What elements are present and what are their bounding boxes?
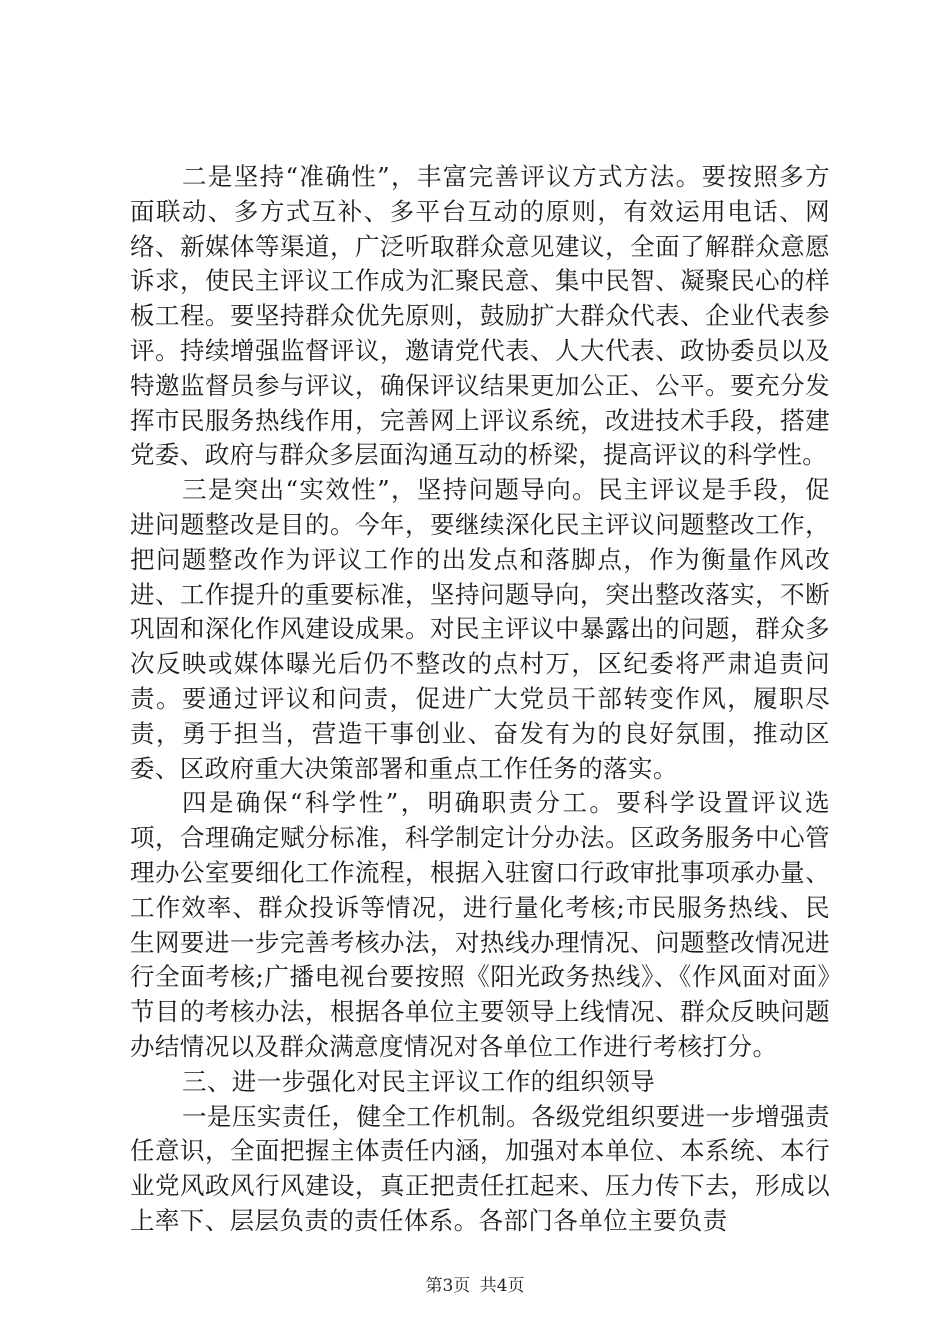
paragraph-scientific: 四是确保“科学性”，明确职责分工。要科学设置评议选项，合理确定赋分标准，科学制定计分办法。区政务服务中心管理办公室要细化工作流程，根据入驻窗口行政审批事项承办量、工作效率、群众投诉等情况，进行量化考核;市民服务热线、民生网要进一步完善考核办法，对热线办理情况、问题整改情况进行全面考核;广播电视台要按照《阳光政务热线》、《作风面对面》节目的考核办法，根据各单位主要领导上线情况、群众反映问题办结情况以及群众满意度情况对各单位工作进行考核打分。 (130, 788, 830, 1061)
page-footer (0, 1276, 950, 1296)
page-number: 第3页 (425, 1276, 471, 1296)
page-total: 共4页 (479, 1276, 525, 1296)
section-heading: 三、进一步强化对民主评议工作的组织领导 (182, 1066, 656, 1096)
paragraph-effectiveness: 三是突出“实效性”，坚持问题导向。民主评议是手段，促进问题整改是目的。今年，要继续深化民主评议问题整改工作，把问题整改作为评议工作的出发点和落脚点，作为衡量作风改进、工作提升的重要标准，坚持问题导向，突出整改落实，不断巩固和深化作风建设成果。对民主评议中暴露出的问题，群众多次反映或媒体曝光后仍不整改的点村万，区纪委将严肃追责问责。要通过评议和问责，促进广大党员干部转变作风，履职尽责，勇于担当，营造干事创业、奋发有为的良好氛围，推动区委、区政府重大决策部署和重点工作任务的落实。 (130, 475, 830, 783)
paragraph-responsibility: 一是压实责任，健全工作机制。各级党组织要进一步增强责任意识，全面把握主体责任内涵，加强对本单位、本系统、本行业党风政风行风建设，真正把责任扛起来、压力传下去，形成以上率下、层层负责的责任体系。各部门各单位主要负责 (130, 1101, 830, 1235)
paragraph-accuracy: 二是坚持“准确性”，丰富完善评议方式方法。要按照多方面联动、多方式互补、多平台互动的原则，有效运用电话、网络、新媒体等渠道，广泛听取群众意见建议，全面了解群众意愿诉求，使民主评议工作成为汇聚民意、集中民智、凝聚民心的样板工程。要坚持群众优先原则，鼓励扩大群众代表、企业代表参评。持续增强监督评议，邀请党代表、人大代表、政协委员以及特邀监督员参与评议，确保评议结果更加公正、公平。要充分发挥市民服务热线作用，完善网上评议系统，改进技术手段，搭建党委、政府与群众多层面沟通互动的桥梁，提高评议的科学性。 (130, 162, 830, 470)
document-body (130, 160, 830, 1239)
